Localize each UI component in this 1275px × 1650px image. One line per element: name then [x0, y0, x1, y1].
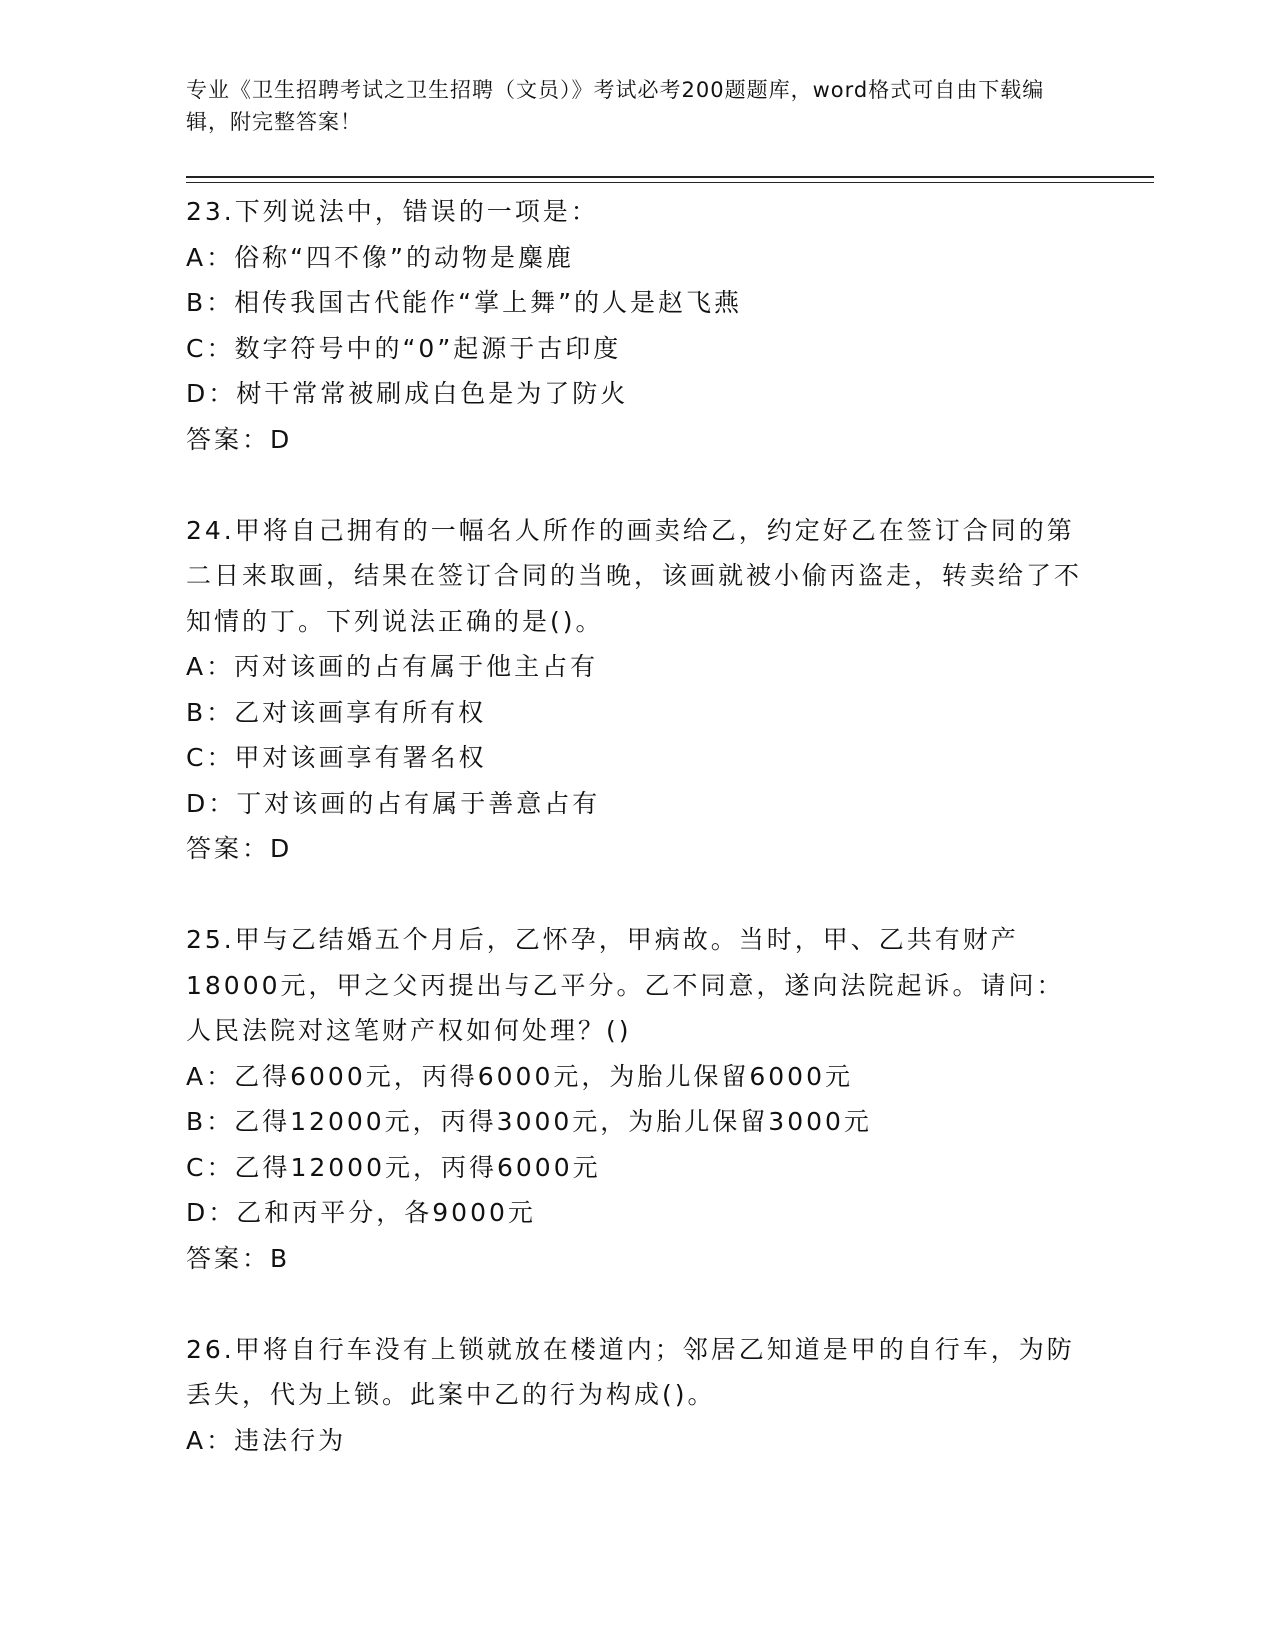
- question-spacer: [186, 872, 1086, 918]
- question-spacer: [186, 462, 1086, 508]
- question-stem: 24.甲将自己拥有的一幅名人所作的画卖给乙，约定好乙在签订合同的第二日来取画，结果在签订合同的当晚，该画就被小偷丙盗走，转卖给了不知情的丁。下列说法正确的是()。: [186, 515, 1083, 636]
- header-divider-thick: [186, 176, 1154, 178]
- question-option-b: B：乙对该画享有所有权: [186, 697, 487, 727]
- question-option-b: B：乙得12000元，丙得3000元，为胎儿保留3000元: [186, 1107, 872, 1136]
- question-option-a: A：丙对该画的占有属于他主占有: [186, 652, 599, 681]
- question-26: [186, 1327, 1086, 1464]
- question-answer: 答案：D: [186, 424, 293, 454]
- question-option-d: D：树干常常被刷成白色是为了防火: [186, 379, 629, 408]
- question-stem: 26.甲将自行车没有上锁就放在楼道内；邻居乙知道是甲的自行车，为防丢失，代为上锁。此案中乙的行为构成()。: [186, 1334, 1075, 1409]
- question-list: [186, 189, 1086, 1463]
- question-option-c: C：数字符号中的“0”起源于古印度: [186, 333, 622, 363]
- question-option-a: A：违法行为: [186, 1425, 347, 1455]
- question-answer: 答案：B: [186, 1243, 291, 1273]
- question-answer: 答案：D: [186, 834, 293, 863]
- question-option-c: C：乙得12000元，丙得6000元: [186, 1152, 601, 1182]
- document-header: [186, 74, 1086, 138]
- question-option-b: B：相传我国古代能作“掌上舞”的人是赵飞燕: [186, 288, 743, 317]
- header-divider-thin: [186, 182, 1154, 183]
- question-option-a: A：乙得6000元，丙得6000元，为胎儿保留6000元: [186, 1061, 853, 1091]
- question-option-a: A：俗称“四不像”的动物是麋鹿: [186, 242, 575, 272]
- question-option-d: D：丁对该画的占有属于善意占有: [186, 788, 601, 818]
- question-stem: 25.甲与乙结婚五个月后，乙怀孕，甲病故。当时，甲、乙共有财产18000元，甲之父丙提出与乙平分。乙不同意，遂向法院起诉。请问：人民法院对这笔财产权如何处理？(): [186, 925, 1065, 1045]
- header-title: 专业《卫生招聘考试之卫生招聘（文员）》考试必考200题题库，word格式可自由下载编辑，附完整答案！: [186, 78, 1045, 134]
- question-stem: 23.下列说法中，错误的一项是：: [186, 197, 599, 226]
- question-option-c: C：甲对该画享有署名权: [186, 743, 487, 772]
- question-option-d: D：乙和丙平分，各9000元: [186, 1198, 536, 1227]
- question-25: [186, 917, 1086, 1281]
- question-24: [186, 508, 1086, 872]
- question-spacer: [186, 1281, 1086, 1327]
- question-23: [186, 189, 1086, 462]
